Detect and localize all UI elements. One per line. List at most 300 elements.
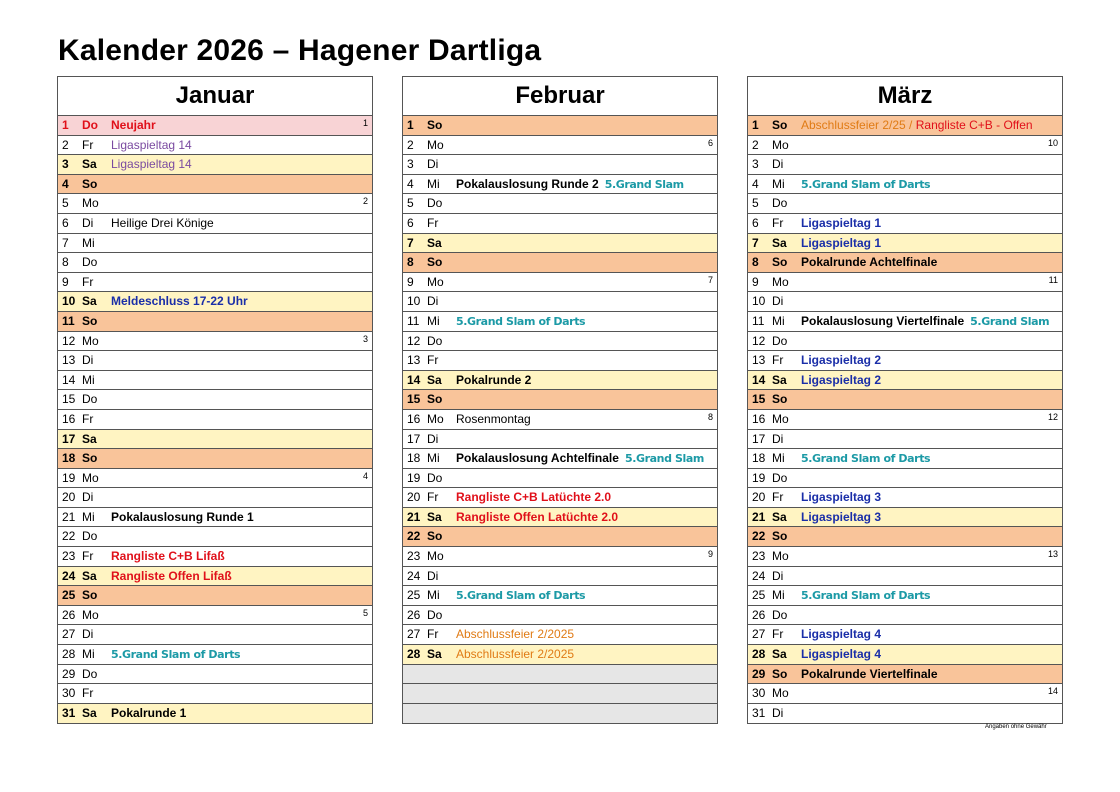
day-row [403,567,717,587]
weekday-abbr: Di [772,294,784,309]
day-row [58,430,372,450]
weekday-abbr: So [82,451,98,466]
day-row [403,449,717,469]
day-number: 7 [752,235,759,250]
weekday-abbr: Mi [82,372,95,387]
day-row [748,273,1062,293]
day-row [58,606,372,626]
grand-slam-label: 5.Grand Slam of Darts [456,589,586,603]
weekday-abbr: Mo [772,686,789,701]
day-number: 4 [407,176,414,191]
weekday-abbr: Fr [82,274,94,289]
day-row [58,371,372,391]
day-number: 6 [407,215,414,230]
day-row [58,194,372,214]
day-number: 1 [62,118,69,132]
day-number: 17 [752,431,766,446]
weekday-abbr: Sa [427,509,442,524]
day-row [748,527,1062,547]
day-row [748,645,1062,665]
day-row [403,645,717,665]
day-row [403,234,717,254]
month-februar [402,76,718,724]
week-number: 4 [362,470,368,481]
day-number: 18 [62,451,76,466]
weekday-abbr: Di [772,568,784,583]
day-list [403,116,717,723]
page-title: Kalender 2026 – Hagener Dartliga [58,34,542,67]
day-row [403,390,717,410]
event-label: Pokalauslosung Achtelfinale [456,451,619,466]
event-text [456,508,618,528]
day-row [58,155,372,175]
day-number: 27 [62,627,76,642]
day-row [58,390,372,410]
day-number: 17 [62,431,76,446]
weekday-abbr: Mi [772,588,785,603]
weekday-abbr: Fr [427,353,439,368]
weekday-abbr: Do [82,666,98,681]
weekday-abbr: Do [427,607,443,622]
day-number: 5 [752,196,759,211]
week-number: 7 [707,274,713,285]
week-number: 10 [1047,137,1058,148]
event-label: Abschlussfeier 2/2025 [456,627,575,642]
day-number: 30 [62,686,76,701]
day-row [748,508,1062,528]
weekday-abbr: Sa [772,509,787,524]
weekday-abbr: Mo [427,411,444,426]
day-row [403,606,717,626]
weekday-abbr: So [772,529,788,544]
day-row [403,253,717,273]
weekday-abbr: Mi [772,176,785,191]
weekday-abbr: Mo [772,137,789,152]
weekday-abbr: Mo [772,411,789,426]
event-text [456,645,574,665]
weekday-abbr: Mi [772,451,785,466]
day-number: 4 [62,176,69,191]
weekday-abbr: Sa [772,235,787,250]
day-number: 11 [407,313,420,328]
day-number: 5 [407,196,414,211]
event-text [801,449,930,469]
day-row [748,704,1062,724]
event-text [456,371,531,391]
day-number: 7 [62,235,69,250]
week-number: 14 [1047,686,1058,697]
day-number: 14 [62,372,76,387]
weekday-abbr: Do [427,333,443,348]
event-text [801,214,881,234]
day-number: 12 [62,333,76,348]
weekday-abbr: Fr [772,215,784,230]
day-number: 15 [62,392,76,407]
week-number: 1 [362,118,368,128]
event-text [111,704,186,724]
day-row [748,351,1062,371]
event-text [456,488,611,508]
weekday-abbr: Mi [427,451,440,466]
day-row [748,430,1062,450]
weekday-abbr: Di [427,431,439,446]
day-row [403,116,717,136]
day-row [403,371,717,391]
day-number: 21 [62,509,76,524]
day-number: 26 [407,607,421,622]
day-row [403,175,717,195]
day-row [58,175,372,195]
day-number: 27 [752,627,766,642]
weekday-abbr: Do [82,118,98,132]
day-row [58,665,372,685]
day-row [748,194,1062,214]
day-number: 20 [407,490,421,505]
weekday-abbr: Mo [82,196,99,211]
weekday-abbr: Sa [82,705,97,720]
day-row [403,547,717,567]
weekday-abbr: Sa [82,294,97,309]
weekday-abbr: Do [82,392,98,407]
day-row [58,567,372,587]
weekday-abbr: Mo [427,274,444,289]
weekday-abbr: So [427,118,443,132]
event-label: Rangliste Offen Latüchte 2.0 [456,509,619,524]
day-number: 23 [407,549,421,564]
day-row [58,645,372,665]
event-label: Pokalauslosung Runde 2 [456,176,599,191]
day-number: 8 [407,255,414,270]
weekday-abbr: Sa [427,372,442,387]
day-row [403,214,717,234]
day-row [403,351,717,371]
event-text [801,586,930,606]
event-label: Ligaspieltag 1 [801,235,882,250]
event-label: Ligaspieltag 3 [801,490,882,505]
day-row [748,292,1062,312]
event-text [801,253,937,273]
weekday-abbr: Do [82,529,98,544]
event-label: Rosenmontag [456,411,531,426]
weekday-abbr: Fr [427,490,439,505]
day-number: 29 [752,666,766,681]
day-number: 18 [752,451,766,466]
day-row [748,214,1062,234]
grand-slam-label: 5.Grand Slam [970,314,1050,328]
weekday-abbr: Fr [772,627,784,642]
day-row [748,332,1062,352]
day-row [748,586,1062,606]
day-number: 13 [62,353,76,368]
day-row [403,488,717,508]
weekday-abbr: Mo [772,549,789,564]
month-header: März [748,77,1062,116]
event-text [111,508,254,528]
day-number: 6 [62,215,69,230]
day-number: 4 [752,176,759,191]
day-row [748,116,1062,136]
day-row [748,684,1062,704]
day-number: 21 [752,509,766,524]
weekday-abbr: Di [82,490,94,505]
event-label: Ligaspieltag 3 [801,509,882,524]
day-row [403,684,717,704]
grand-slam-label: 5.Grand Slam of Darts [801,177,931,191]
event-label: Neujahr [111,118,156,132]
month-maerz [747,76,1063,724]
grand-slam-label: 5.Grand Slam of Darts [801,452,931,466]
day-row [58,704,372,724]
day-number: 17 [407,431,421,446]
weekday-abbr: Mo [82,333,99,348]
weekday-abbr: So [772,392,788,407]
day-number: 26 [752,607,766,622]
weekday-abbr: Do [772,470,788,485]
week-number: 2 [362,196,368,207]
day-row [58,527,372,547]
day-number: 14 [752,372,766,387]
day-row [403,527,717,547]
day-row [748,390,1062,410]
event-text [111,547,225,567]
day-number: 24 [752,568,766,583]
event-label: Rangliste C+B - Offen [915,118,1033,132]
day-row [58,234,372,254]
day-row [748,606,1062,626]
weekday-abbr: Sa [772,372,787,387]
day-number: 20 [752,490,766,505]
event-text [456,312,585,332]
event-text [111,116,156,136]
event-text [456,410,531,430]
day-number: 11 [752,313,765,328]
day-row [748,625,1062,645]
event-text [801,645,881,665]
event-text [801,488,881,508]
day-number: 3 [62,157,69,172]
day-row [748,371,1062,391]
event-label: Ligaspieltag 14 [111,157,192,172]
day-number: 1 [407,118,414,132]
day-row [403,430,717,450]
weekday-abbr: Do [772,333,788,348]
day-number: 24 [407,568,421,583]
day-row [403,665,717,685]
day-row [58,312,372,332]
day-row [748,253,1062,273]
week-number: 6 [707,137,713,148]
day-number: 22 [407,529,421,544]
event-text [801,508,881,528]
event-text [111,155,192,175]
weekday-abbr: Mo [82,470,99,485]
week-number: 12 [1047,411,1058,422]
day-row [748,547,1062,567]
week-number: 11 [1048,274,1058,285]
event-text [801,371,881,391]
weekday-abbr: Mo [82,607,99,622]
day-number: 19 [62,470,76,485]
disclaimer: Angaben ohne Gewähr [985,724,1047,730]
day-number: 28 [407,647,421,662]
event-text [111,567,232,587]
weekday-abbr: Mi [772,313,785,328]
weekday-abbr: So [82,588,98,603]
week-number: 3 [362,333,368,344]
day-number: 8 [62,255,69,270]
day-row [58,136,372,156]
week-number: 5 [362,607,368,618]
event-text [111,645,240,665]
event-label: Ligaspieltag 1 [801,215,882,230]
day-number: 25 [62,588,76,603]
weekday-abbr: Fr [82,549,94,564]
event-label: Heilige Drei Könige [111,215,214,230]
day-row [58,488,372,508]
month-header: Januar [58,77,372,116]
weekday-abbr: Fr [82,411,94,426]
event-label: Pokalrunde 1 [111,705,187,720]
weekday-abbr: So [772,666,788,681]
weekday-abbr: Di [427,294,439,309]
day-row [403,312,717,332]
day-number: 16 [407,411,421,426]
week-number: 9 [707,549,713,560]
day-number: 18 [407,451,421,466]
day-number: 30 [752,686,766,701]
day-number: 19 [407,470,421,485]
weekday-abbr: So [82,313,98,328]
weekday-abbr: Do [772,196,788,211]
weekday-abbr: Mo [772,274,789,289]
day-number: 10 [62,294,76,309]
day-row [58,351,372,371]
weekday-abbr: Mo [427,549,444,564]
day-number: 13 [752,353,766,368]
day-number: 25 [407,588,421,603]
event-text [111,214,214,234]
event-label: Ligaspieltag 2 [801,372,882,387]
day-row [403,508,717,528]
event-label: Rangliste C+B Lifaß [111,549,225,564]
day-row [748,175,1062,195]
day-number: 5 [62,196,69,211]
event-label: Ligaspieltag 2 [801,353,882,368]
day-number: 15 [752,392,766,407]
grand-slam-label: 5.Grand Slam of Darts [456,314,586,328]
event-label: Ligaspieltag 14 [111,137,192,152]
weekday-abbr: Mi [427,588,440,603]
grand-slam-label: 5.Grand Slam of Darts [111,648,241,662]
day-number: 2 [752,137,759,152]
weekday-abbr: Sa [427,235,442,250]
event-text [801,665,938,685]
week-number: 8 [707,411,713,422]
day-row [58,586,372,606]
weekday-abbr: Mi [82,647,95,662]
day-number: 3 [752,157,759,172]
day-number: 20 [62,490,76,505]
day-row [58,684,372,704]
day-row [58,273,372,293]
weekday-abbr: So [427,529,443,544]
event-label: Pokalrunde Achtelfinale [801,255,938,270]
day-row [403,410,717,430]
event-text [801,175,930,195]
day-number: 29 [62,666,76,681]
day-row [403,194,717,214]
day-number: 12 [407,333,421,348]
day-row [748,567,1062,587]
grand-slam-label: 5.Grand Slam of Darts [801,589,931,603]
event-text [111,292,248,312]
event-label: Pokalrunde Viertelfinale [801,666,938,681]
weekday-abbr: Di [427,157,439,172]
day-row [58,547,372,567]
weekday-abbr: Fr [772,353,784,368]
weekday-abbr: So [82,176,98,191]
day-row [58,625,372,645]
weekday-abbr: Sa [82,568,97,583]
day-row [748,155,1062,175]
day-number: 15 [407,392,421,407]
day-row [748,665,1062,685]
event-label: Pokalauslosung Viertelfinale [801,313,965,328]
day-row [403,586,717,606]
weekday-abbr: So [772,118,788,132]
event-text [456,625,574,645]
weekday-abbr: Fr [427,215,439,230]
day-number: 19 [752,470,766,485]
event-label: Meldeschluss 17-22 Uhr [111,294,248,309]
day-number: 24 [62,568,76,583]
day-row [403,469,717,489]
day-number: 3 [407,157,414,172]
day-row [58,410,372,430]
event-label: Pokalauslosung Runde 1 [111,509,254,524]
weekday-abbr: Di [82,627,94,642]
event-label: Pokalrunde 2 [456,372,532,387]
day-row [748,410,1062,430]
weekday-abbr: Fr [82,686,94,701]
month-header: Februar [403,77,717,116]
day-number: 9 [407,274,414,289]
weekday-abbr: Sa [82,431,97,446]
day-row [403,136,717,156]
day-number: 11 [62,313,75,328]
weekday-abbr: Fr [82,137,94,152]
day-number: 31 [752,705,766,720]
event-text [456,175,684,195]
weekday-abbr: Fr [427,627,439,642]
day-row [58,116,372,136]
day-number: 2 [62,137,69,152]
event-label: Abschlussfeier 2/25 / [801,118,916,132]
day-row [58,214,372,234]
day-row [58,449,372,469]
weekday-abbr: Mo [427,137,444,152]
event-text [801,116,1033,136]
day-row [403,704,717,724]
event-label: Ligaspieltag 4 [801,647,882,662]
weekday-abbr: Sa [82,157,97,172]
event-text [456,449,704,469]
day-number: 12 [752,333,766,348]
weekday-abbr: Di [82,353,94,368]
day-row [403,155,717,175]
day-number: 25 [752,588,766,603]
day-row [748,136,1062,156]
